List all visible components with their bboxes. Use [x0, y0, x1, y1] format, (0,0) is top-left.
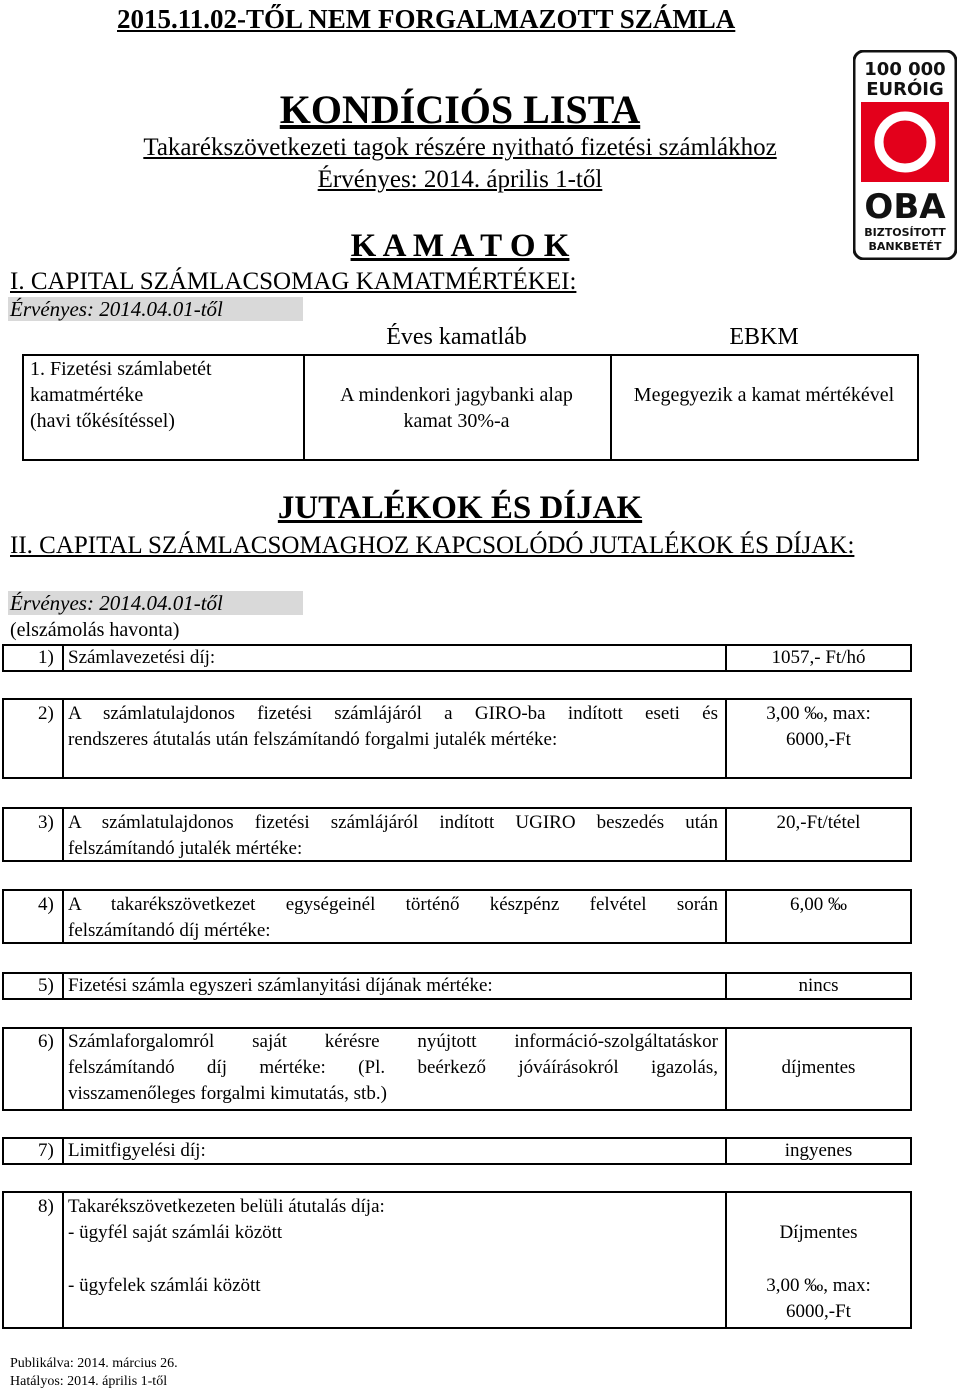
fee-item-6-value: díjmentes [781, 1057, 856, 1078]
fee-item-7-desc: Limitfigyelési díj: [68, 1140, 206, 1161]
fee-item-6-num: 6) [38, 1031, 54, 1052]
interest-rate-value-2: kamat 30%-a [403, 410, 510, 432]
fee-item-8-value-3: 6000,-Ft [786, 1301, 851, 1322]
notice-banner: 2015.11.02-TŐL NEM FORGALMAZOTT SZÁMLA [117, 4, 736, 34]
interest-rate-value-1: A mindenkori jagybanki alap [340, 384, 573, 406]
fee-item-4-value: 6,00 ‰ [790, 894, 847, 915]
fee-item-2-desc-1: A számlatulajdonos fizetési számlájáról a GIRO-ba indított eseti és [68, 703, 718, 724]
rate-column-header: Éves kamatláb [386, 324, 527, 350]
section2-subheading: II. CAPITAL SZÁMLACSOMAGHOZ KAPCSOLÓDÓ JUTALÉKOK ÉS DÍJAK: [10, 532, 855, 559]
fee-item-2-desc-2: rendszeres átutalás után felszámítandó forgalmi jutalék mértéke: [68, 729, 558, 750]
section2-heading: JUTALÉKOK ÉS DÍJAK [277, 490, 643, 526]
footer-effective: Hatályos: 2014. április 1-től [10, 1374, 168, 1389]
fee-item-5-desc: Fizetési számla egyszeri számlanyitási díjának mértéke: [68, 975, 493, 996]
fee-item-5-num: 5) [38, 975, 54, 996]
fee-item-4-desc-1: A takarékszövetkezet egységeinél történő készpénz felvétel során [68, 894, 718, 915]
fee-item-3-desc-2: felszámítandó jutalék mértéke: [68, 838, 303, 859]
fee-item-1-desc: Számlavezetési díj: [68, 647, 216, 668]
fee-item-8-value-1: Díjmentes [779, 1222, 858, 1243]
interest-row-label-3: (havi tőkésítéssel) [30, 410, 175, 432]
valid-from: Érvényes: 2014. április 1-től [317, 166, 603, 193]
section1-heading: K A M A T O K [350, 228, 570, 264]
fee-item-6-desc-2: felszámítandó díj mértéke: (Pl. beérkező jóváírásokról igazolás, [68, 1057, 718, 1078]
fee-item-2-value-2: 6000,-Ft [786, 729, 851, 750]
fee-item-2-num: 2) [38, 703, 54, 724]
fee-item-7-value: ingyenes [784, 1140, 853, 1161]
fee-item-1-value: 1057,- Ft/hó [771, 647, 866, 668]
fee-item-2-value-1: 3,00 ‰, max: [766, 703, 871, 724]
page-title: KONDÍCIÓS LISTA [279, 87, 641, 132]
fee-item-7-num: 7) [38, 1140, 54, 1161]
fee-item-8-desc-2: - ügyfél saját számlái között [68, 1222, 283, 1243]
fee-item-6-desc-1: Számlaforgalomról saját kérésre nyújtott információ-szolgáltatáskor [68, 1031, 718, 1052]
section1-subheading: I. CAPITAL SZÁMLACSOMAG KAMATMÉRTÉKEI: [10, 268, 577, 295]
fee-item-3-value: 20,-Ft/tétel [776, 812, 861, 833]
interest-row-label-1: 1. Fizetési számlabetét [30, 358, 212, 380]
fee-item-3-desc-1: A számlatulajdonos fizetési számlájáról indított UGIRO beszedés után [68, 812, 718, 833]
logo-brand: OBA [864, 187, 946, 227]
billing-note: (elszámolás havonta) [10, 619, 180, 641]
section2-valid: Érvényes: 2014.04.01-től [10, 591, 223, 615]
logo-line3: BIZTOSÍTOTT [864, 226, 946, 239]
fee-item-6-desc-3: visszamenőleges forgalmi kimutatás, stb.) [68, 1083, 387, 1104]
page-subtitle: Takarékszövetkezeti tagok részére nyitható fizetési számlákhoz [143, 134, 777, 161]
footer-published: Publikálva: 2014. március 26. [10, 1356, 178, 1371]
fee-item-8-num: 8) [38, 1196, 54, 1217]
fee-item-4-desc-2: felszámítandó díj mértéke: [68, 920, 271, 941]
fee-item-5-value: nincs [798, 975, 839, 996]
fee-item-8-desc-3: - ügyfelek számlái között [68, 1275, 261, 1296]
ebkm-column-header: EBKM [729, 324, 799, 350]
ebkm-value: Megegyezik a kamat mértékével [633, 384, 895, 406]
logo-line4: BANKBETÉT [868, 240, 942, 253]
fee-item-8-value-2: 3,00 ‰, max: [766, 1275, 871, 1296]
section1-valid: Érvényes: 2014.04.01-től [10, 297, 223, 321]
fee-item-4-num: 4) [38, 894, 54, 915]
logo-line2: EURÓIG [866, 79, 944, 100]
logo-line1: 100 000 [864, 59, 946, 80]
fee-item-3-num: 3) [38, 812, 54, 833]
fee-item-8-desc-1: Takarékszövetkezeten belüli átutalás díja: [68, 1196, 385, 1217]
interest-row-label-2: kamatmértéke [30, 384, 144, 406]
fee-item-1-num: 1) [38, 647, 54, 668]
